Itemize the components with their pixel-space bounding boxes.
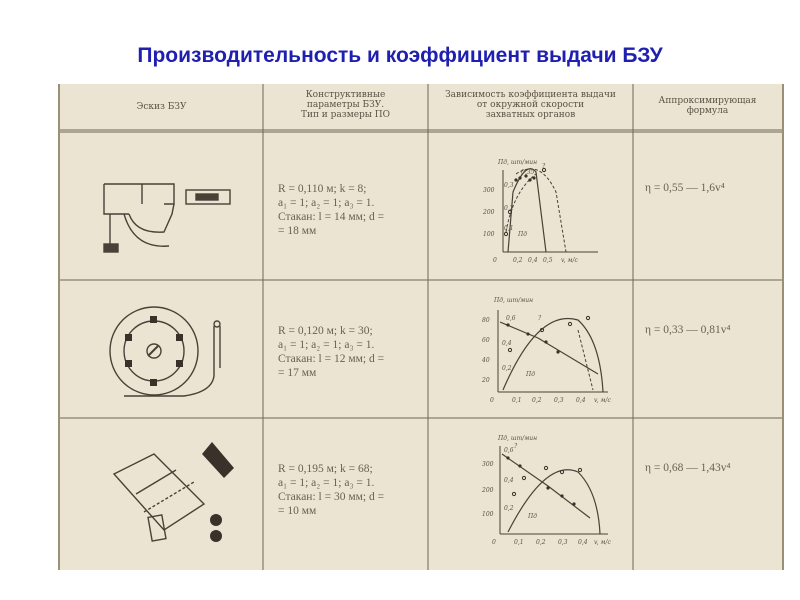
eta-label: 0,2 (504, 205, 514, 212)
header-params: Конструктивные параметры БЗУ. Тип и размеры ПО (300, 90, 391, 120)
y-tick: 100 (482, 511, 494, 518)
chart-ylabel: Пд, шт/мин (498, 435, 538, 442)
eta-label: 0,4 (502, 340, 512, 347)
eta-label: 0,6 (504, 447, 514, 454)
question-mark: ? (542, 163, 546, 170)
x-tick: 0 (492, 539, 496, 546)
chart-row-2 (458, 290, 628, 406)
param-line: = 17 мм (278, 367, 317, 379)
params-row-1 (278, 182, 428, 238)
param-line: a₁ = 1; a₂ = 1; a₃ = 1. (278, 339, 375, 351)
chart-xlabel: v, м/с (594, 539, 611, 546)
param-line: a₁ = 1; a₂ = 1; a₃ = 1. (278, 477, 375, 489)
param-line: a₁ = 1; a₂ = 1; a₃ = 1. (278, 197, 375, 209)
chart-ylabel: Пд, шт/мин (498, 159, 538, 166)
eta-label: 0,4 (504, 477, 514, 484)
y-tick: 80 (482, 317, 490, 324)
chart-row-1 (458, 152, 628, 268)
x-tick: 0 (493, 257, 497, 264)
question-mark: ? (538, 315, 542, 322)
eta-label: 0,35 (521, 169, 535, 176)
params-row-3 (278, 462, 428, 518)
sketch-row-1 (84, 154, 254, 270)
formula-row-2: η = 0,33 — 0,81v⁴ (645, 324, 731, 336)
y-tick: 200 (482, 487, 494, 494)
curve-label: Пд (518, 231, 528, 238)
curve-label: Пд (528, 513, 538, 520)
sketch-row-3 (84, 434, 254, 550)
chart-xlabel: v, м/с (561, 257, 578, 264)
header-sketch: Эскиз БЗУ (136, 102, 187, 112)
curve-label: Пд (526, 371, 536, 378)
eta-label: 0,3 (504, 182, 514, 189)
x-tick: 0,1 (512, 397, 522, 404)
y-tick: 300 (482, 461, 494, 468)
chart-row-3 (458, 432, 628, 548)
header-dependency: Зависимость коэффициента выдачи от окружной скорости захватных органов (445, 90, 616, 120)
param-line: Стакан: l = 30 мм; d = (278, 491, 385, 503)
y-tick: 60 (482, 337, 490, 344)
param-line: R = 0,110 м; k = 8; (278, 183, 367, 195)
params-row-2 (278, 324, 428, 380)
x-tick: 0,1 (514, 539, 524, 546)
eta-label: 0,2 (502, 365, 512, 372)
y-tick: 300 (483, 187, 495, 194)
header-formula: Аппроксимирующая формула (658, 96, 757, 116)
x-tick: 0,2 (532, 397, 542, 404)
eta-label: 0,6 (506, 315, 516, 322)
y-tick: 40 (482, 357, 490, 364)
x-tick: 0 (490, 397, 494, 404)
param-line: R = 0,195 м; k = 68; (278, 463, 373, 475)
x-tick: 0,3 (554, 397, 564, 404)
x-tick: 0,2 (513, 257, 523, 264)
x-tick: 0,2 (536, 539, 546, 546)
x-tick: 0,4 (528, 257, 538, 264)
param-line: = 10 мм (278, 505, 317, 517)
formula-row-3: η = 0,68 — 1,43v⁴ (645, 462, 731, 474)
sketch-row-2 (84, 296, 254, 412)
scanned-table (58, 84, 784, 570)
param-line: Стакан: l = 12 мм; d = (278, 353, 385, 365)
eta-label: 0,2 (504, 505, 514, 512)
x-tick: 0,4 (576, 397, 586, 404)
y-tick: 100 (483, 231, 495, 238)
y-tick: 20 (482, 377, 490, 384)
param-line: R = 0,120 м; k = 30; (278, 325, 373, 337)
x-tick: 0,3 (558, 539, 568, 546)
chart-xlabel: v, м/с (594, 397, 611, 404)
chart-ylabel: Пд, шт/мин (494, 297, 534, 304)
param-line: = 18 мм (278, 225, 317, 237)
formula-row-1: η = 0,55 — 1,6v⁴ (645, 182, 725, 194)
page-title: Производительность и коэффициент выдачи БЗУ (137, 44, 663, 67)
y-tick: 200 (483, 209, 495, 216)
eta-label: 0,1 (504, 225, 514, 232)
question-mark: ? (514, 443, 518, 450)
x-tick: 0,5 (543, 257, 553, 264)
param-line: Стакан: l = 14 мм; d = (278, 211, 385, 223)
x-tick: 0,4 (578, 539, 588, 546)
